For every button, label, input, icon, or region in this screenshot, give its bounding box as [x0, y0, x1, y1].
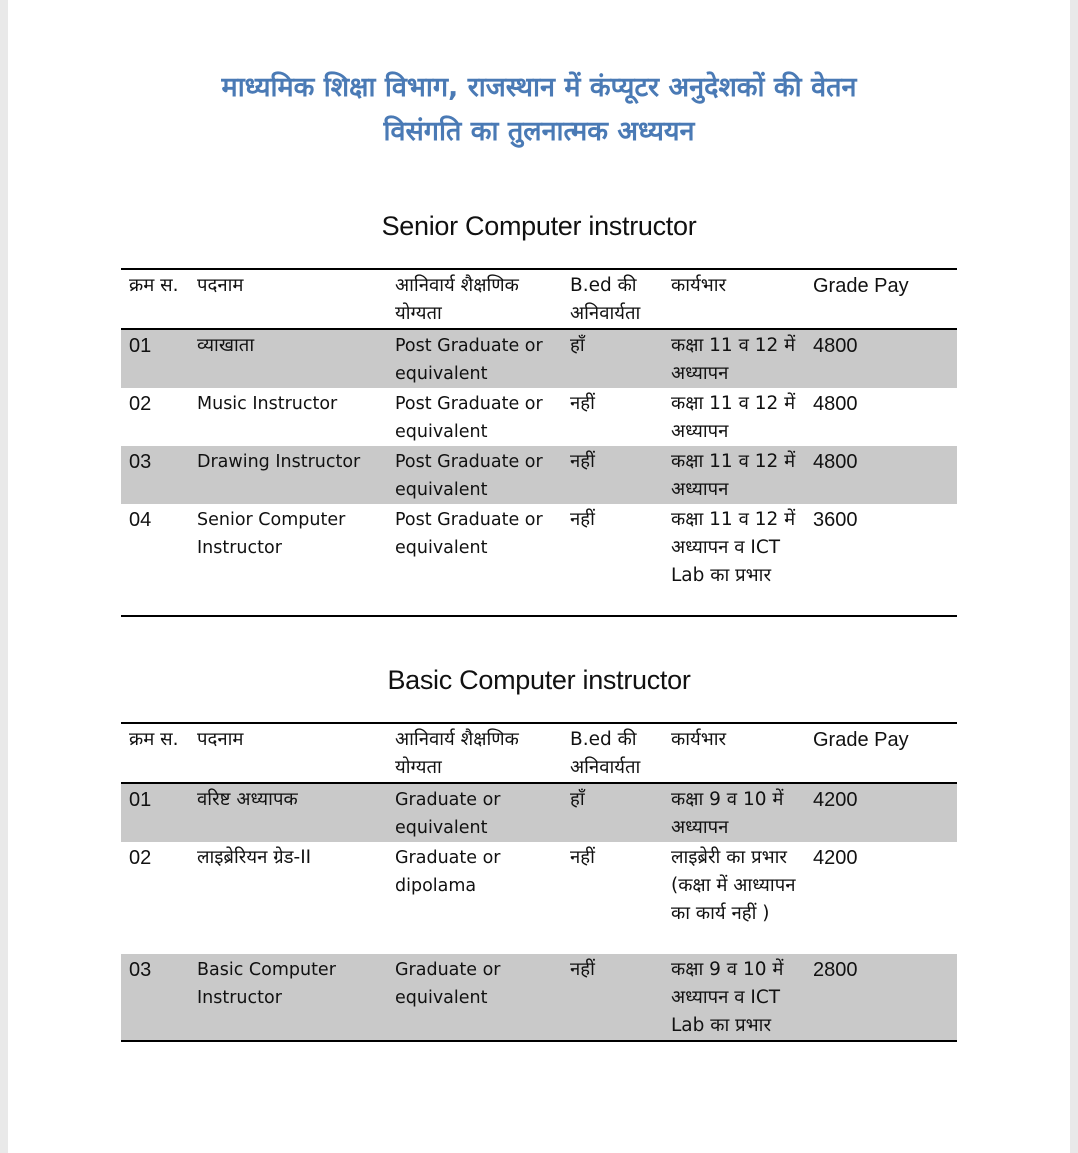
- cell-post: Senior Computer Instructor: [189, 504, 387, 616]
- cell-qualification: Graduate or dipolama: [395, 848, 501, 896]
- basic-header-row: [121, 723, 957, 783]
- cell-sn: 01: [121, 329, 189, 388]
- table-row: [121, 388, 957, 446]
- header-sn: क्रम स.: [121, 269, 189, 329]
- header-grade-pay: Grade Pay: [805, 723, 957, 783]
- header-sn: क्रम स.: [121, 723, 189, 783]
- senior-section-title: Senior Computer instructor: [381, 211, 697, 241]
- cell-workload: कक्षा 9 व 10 में अध्यापन: [663, 783, 805, 842]
- cell-qualification: Post Graduate or equivalent: [387, 446, 562, 504]
- document-title: [0, 66, 1078, 154]
- cell-post: Basic Computer Instructor: [189, 954, 387, 1041]
- cell-grade-pay: 4800: [813, 393, 858, 415]
- header-grade-pay: Grade Pay: [805, 269, 957, 329]
- table-row: [121, 446, 957, 504]
- cell-grade-pay: 4200: [813, 847, 858, 869]
- header-qualification: आनिवार्य शैक्षणिक योग्यता: [387, 723, 562, 783]
- cell-post: व्याखाता: [189, 329, 387, 388]
- cell-grade-pay: 4800: [805, 446, 957, 504]
- cell-qualification: Graduate or equivalent: [387, 783, 562, 842]
- cell-qualification: Post Graduate or equivalent: [387, 504, 562, 616]
- cell-bed: हाँ: [562, 783, 663, 842]
- table-row: [121, 842, 957, 954]
- header-post: पदनाम: [189, 723, 387, 783]
- document-title-line2: विसंगति का तुलनात्मक अध्ययन: [383, 116, 695, 147]
- header-post: पदनाम: [189, 269, 387, 329]
- cell-sn: 01: [121, 783, 189, 842]
- cell-sn: 03: [121, 446, 189, 504]
- cell-post: वरिष्ट अध्यापक: [189, 783, 387, 842]
- cell-workload: लाइब्रेरी का प्रभार (कक्षा में आध्यापन का कार्य नहीं ): [671, 847, 796, 924]
- header-bed: B.ed की अनिवार्यता: [562, 269, 663, 329]
- cell-grade-pay: 4200: [805, 783, 957, 842]
- cell-sn: 02: [129, 847, 152, 869]
- header-workload: कार्यभार: [663, 723, 805, 783]
- document-title-line1: माध्यमिक शिक्षा विभाग, राजस्थान में कंप्यूटर अनुदेशकों की वेतन: [221, 72, 857, 103]
- cell-qualification: Post Graduate or equivalent: [395, 394, 543, 442]
- cell-qualification: Post Graduate or equivalent: [387, 329, 562, 388]
- cell-bed: नहीं: [570, 393, 595, 414]
- basic-table: [121, 722, 957, 1042]
- table-row: [121, 329, 957, 388]
- cell-post: लाइब्रेरियन ग्रेड-II: [197, 847, 312, 868]
- cell-grade-pay: 2800: [805, 954, 957, 1041]
- cell-grade-pay: 3600: [805, 504, 957, 616]
- header-qualification: आनिवार्य शैक्षणिक योग्यता: [387, 269, 562, 329]
- table-row: [121, 783, 957, 842]
- cell-grade-pay: 4800: [805, 329, 957, 388]
- cell-post: Music Instructor: [197, 394, 338, 414]
- senior-header-row: [121, 269, 957, 329]
- header-bed: B.ed की अनिवार्यता: [562, 723, 663, 783]
- cell-bed: नहीं: [570, 847, 595, 868]
- cell-workload: कक्षा 11 व 12 में अध्यापन: [671, 393, 796, 442]
- cell-workload: कक्षा 11 व 12 में अध्यापन: [663, 446, 805, 504]
- cell-post: Drawing Instructor: [189, 446, 387, 504]
- table-row: [121, 954, 957, 1041]
- senior-table: [121, 268, 957, 617]
- header-workload: कार्यभार: [663, 269, 805, 329]
- table-row: [121, 504, 957, 616]
- cell-bed: हाँ: [562, 329, 663, 388]
- cell-sn: 04: [121, 504, 189, 616]
- cell-workload: कक्षा 11 व 12 में अध्यापन व ICT Lab का प्रभार: [663, 504, 805, 616]
- cell-bed: नहीं: [562, 504, 663, 616]
- cell-workload: कक्षा 9 व 10 में अध्यापन व ICT Lab का प्रभार: [663, 954, 805, 1041]
- cell-bed: नहीं: [562, 954, 663, 1041]
- cell-bed: नहीं: [562, 446, 663, 504]
- basic-section-title: Basic Computer instructor: [387, 665, 691, 695]
- cell-qualification: Graduate or equivalent: [387, 954, 562, 1041]
- cell-workload: कक्षा 11 व 12 में अध्यापन: [663, 329, 805, 388]
- cell-sn: 03: [121, 954, 189, 1041]
- cell-sn: 02: [129, 393, 152, 415]
